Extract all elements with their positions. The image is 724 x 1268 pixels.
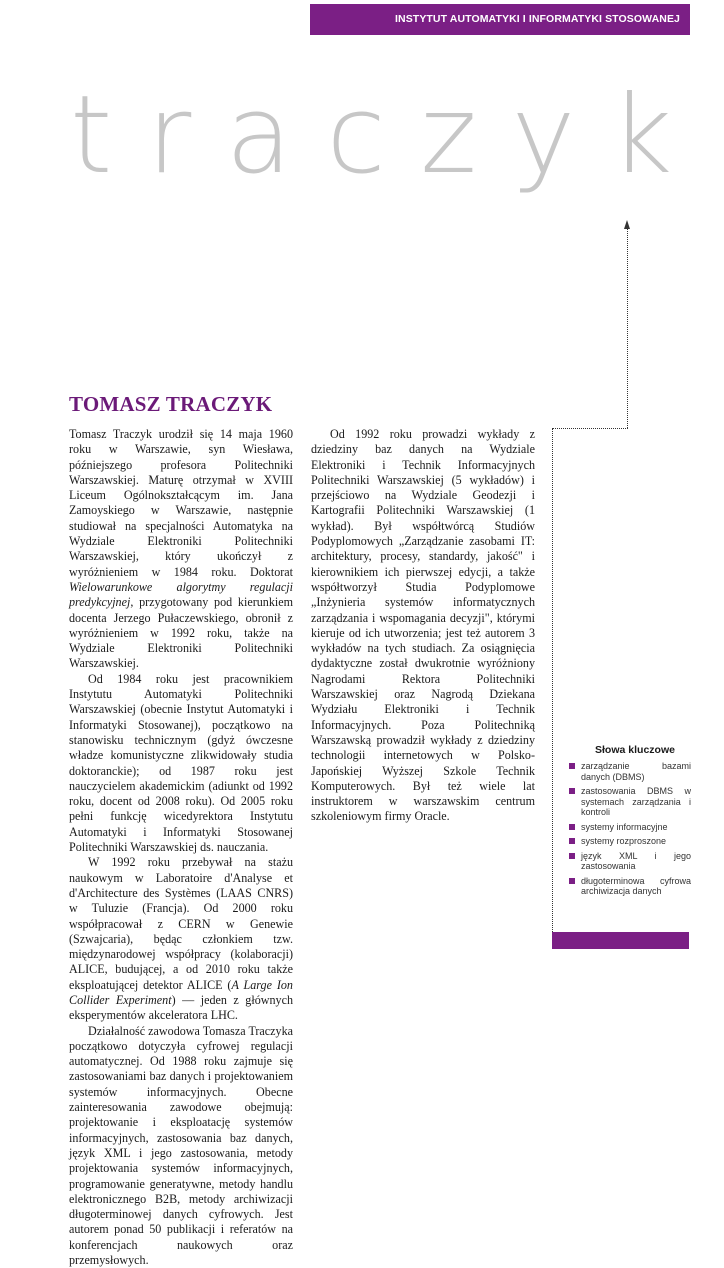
keyword-text: zarządzanie bazami danych (DBMS)	[581, 761, 691, 782]
keyword-text: język XML i jego zastosowania	[581, 850, 691, 871]
footer-accent-bar	[552, 932, 689, 949]
article-column-1	[69, 427, 293, 1268]
bio-paragraph-1: Tomasz Traczyk urodził się 14 maja 1960 roku w Warszawie, syn Wiesława, późniejszego profesora Politechniki Warszawskiej. Maturę otrzymał w XVIII Liceum Ogólnokształcącym im. Jana Zamoyskiego w Warszawie, następnie studiował na specjalności Automatyka na Wydziale Elektroniki Politechniki Warszawskiej, który ukończył z wyróżnieniem w 1984 roku. Doktorat Wielowarunkowe algorytmy regulacji predykcyjnej, przygotowany pod kierunkiem docenta Jerzego Pułaczewskiego, obronił z wyróżnieniem w 1992 roku, także na Wydziale Elektroniki Politechniki Warszawskiej.	[69, 427, 293, 671]
keyword-text: zastosowania DBMS w systemach zarządzania i kontroli	[581, 786, 691, 817]
square-bullet-icon	[569, 853, 575, 859]
keyword-item	[569, 851, 691, 872]
square-bullet-icon	[569, 788, 575, 794]
decorative-surname: traczyk	[70, 73, 707, 198]
keyword-text: systemy informacyjne	[581, 821, 668, 832]
keyword-item	[569, 836, 691, 847]
keyword-text: systemy rozproszone	[581, 836, 667, 846]
bio-paragraph-5: Od 1992 roku prowadzi wykłady z dziedziny baz danych na Wydziale Elektroniki i Technik Informacyjnych Politechniki Warszawskiej (5 wykładów) i przejściowo na Wydziale Geodezji i Kartografii Politechniki Warszawskiej (1 wykład). Był współtwórcą Studiów Podyplomowych „Zarządzanie zasobami IT: architektury, procesy, standardy, jakość" i kierownikiem ich pierwszej edycji, a także współtworzył Studia Podyplomowe „Inżynieria systemów informatycznych zarządzania i wspomagania decyzji", którymi kieruje od ich utworzenia; jest też autorem 3 wykładów na tych studiach. Za osiągnięcia dydaktyczne został dwukrotnie wyróżniony Nagrodami Rektora Politechniki Warszawskiej oraz Nagrodą Dziekana Wydziału Elektroniki i Technik Informacyjnych. Poza Politechniką Warszawską prowadził wykłady z dziedziny technologii internetowych w Polsko-Japońskiej Wyższej Szkole Technik Komputerowych. Był też wiele lat instruktorem w warszawskim centrum szkoleniowym firmy Oracle.	[311, 427, 535, 824]
dotted-line-vertical-left	[552, 428, 553, 934]
bio-paragraph-4: Działalność zawodowa Tomasza Traczyka początkowo dotyczyła cyfrowej regulacji automatycznej. Od 1988 roku zajmuje się zastosowaniami baz danych i projektowaniem systemów informacyjnych. Obecne zainteresowania zawodowe obejmują: projektowanie i eksploatację systemów informacyjnych, zastosowania baz danych, język XML i jego zastosowania, metody projektowania systemów informacyjnych, programowanie generatywne, metody handlu elektronicznego B2B, metody archiwizacji długoterminowej danych cyfrowych. Jest autorem ponad 50 publikacji i referatów na konferencjach naukowych oraz przemysłowych.	[69, 1023, 293, 1268]
author-title: TOMASZ TRACZYK	[69, 392, 273, 416]
institute-name: INSTYTUT AUTOMATYKI I INFORMATYKI STOSOWANEJ	[395, 13, 680, 25]
keywords-title: Słowa kluczowe	[595, 744, 675, 756]
article-column-2	[311, 427, 535, 825]
square-bullet-icon	[569, 763, 575, 769]
square-bullet-icon	[569, 838, 575, 844]
keywords-list	[569, 761, 691, 897]
dotted-line-horizontal	[553, 428, 628, 429]
square-bullet-icon	[569, 824, 575, 830]
bio-paragraph-2: Od 1984 roku jest pracownikiem Instytutu Automatyki Politechniki Warszawskiej (obecnie Instytut Automatyki i Informatyki Stosowanej), początkowo na stanowisku technicznym (gdyż ówczesne władze komunistyczne zlikwidowały studia doktoranckie); od 1987 roku jest nauczycielem akademickim (adiunkt od 1992 roku, docent od 2008 roku). Od 2005 roku pełni funkcję wicedyrektora Instytutu Automatyki i Informatyki Stosowanej Politechniki Warszawskiej ds. nauczania.	[69, 671, 293, 855]
bio-paragraph-3: W 1992 roku przebywał na stażu naukowym w Laboratoire d'Analyse et d'Architecture des Systèmes (LAAS CNRS) w Tuluzie (Francja). Od 2000 roku współpracował z CERN w Genewie (Szwajcaria), będąc członkiem tzw. międzynarodowej współpracy (kolaboracji) ALICE, budującej, a od 2010 roku także eksploatującej detektor ALICE (A Large Ion Collider Experiment) — jeden z głównych eksperymentów akceleratora LHC.	[69, 855, 293, 1023]
institute-header-bar	[310, 4, 690, 35]
keywords-box	[569, 744, 691, 901]
square-bullet-icon	[569, 878, 575, 884]
keyword-text: długoterminowa cyfrowa archiwizacja danych	[581, 875, 691, 896]
keyword-item	[569, 876, 691, 897]
dotted-line-vertical-right	[627, 228, 628, 428]
keyword-item	[569, 761, 691, 782]
keyword-item	[569, 822, 691, 833]
keyword-item	[569, 786, 691, 818]
